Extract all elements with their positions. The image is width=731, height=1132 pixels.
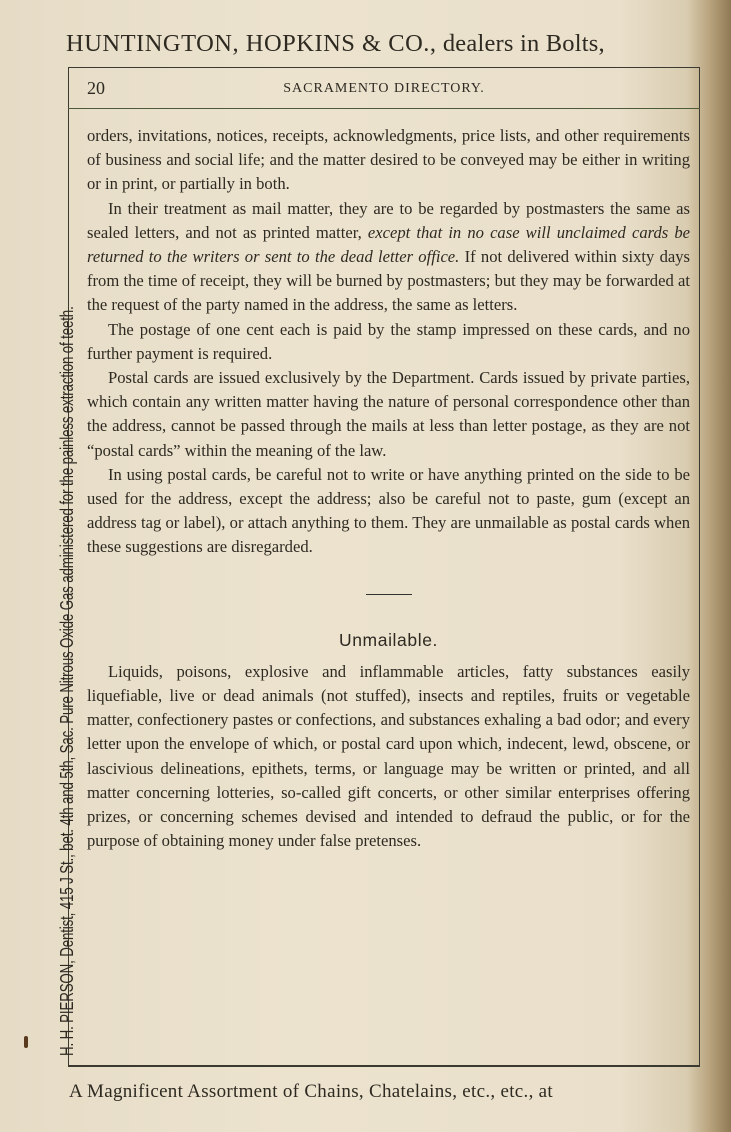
paragraph-text: If not delivered within sixty days from the time of receipt, they will be burned by postmasters; but they may be forwarded at the request of the party named in the address, the same as letters.	[87, 247, 690, 315]
italic-clause: except that in no case will unclaimed cards be returned to the writers or sent to the dead letter office.	[87, 222, 690, 267]
paragraph-unmailable: Liquids, poisons, explosive and inflammable articles, fatty substances easily liquefiable, live or dead animals (not stuffed), insects and reptiles, fruits or vegetable matter, confectionery pastes or confections, and substances exhaling a bad odor; and every letter upon the envelope of which, or postal card upon which, indecent, lewd, obscene, or lascivious delineations, epithets, terms, or language may be written or printed, and all matter concerning lotteries, so-called gift concerts, or other similar enterprises offering prizes, or concerning schemes devised and intended to defraud the public, or for the purpose of obtaining money under false pretenses.	[87, 661, 690, 851]
paragraph-continuation: orders, invitations, notices, receipts, acknowledgments, price lists, and other requirements of business and social life; and the matter desired to be conveyed may be either in writing or in print, or partially in both.	[87, 126, 690, 194]
paragraph-issued: Postal cards are issued exclusively by the Department. Cards issued by private parties, which contain any written matter having the nature of personal correspondence other than the address, cannot be passed through the mails at less than letter postage, as they are not “postal cards” within the meaning of the law.	[87, 368, 690, 460]
paragraph-postage: The postage of one cent each is paid by the stamp impressed on these cards, and no further payment is required.	[87, 319, 690, 363]
side-ad-text: H. H. PIERSON, Dentist, 415 J St., bet. 4th and 5th, Sac. Pure Nitrous Oxide Gas administered for the painless extraction of teeth.	[56, 306, 77, 1056]
top-ad-tagline: dealers in Bolts,	[436, 30, 605, 57]
top-ad-company: HUNTINGTON, HOPKINS & CO.,	[66, 30, 437, 57]
bottom-advertisement: A Magnificent Assortment of Chains, Chatelains, etc., etc., at	[69, 1081, 553, 1102]
top-advertisement	[66, 30, 706, 58]
page-number: 20	[87, 78, 105, 98]
ink-speck	[24, 1036, 28, 1048]
paragraph-text: In their treatment as mail matter, they are to be regarded by postmasters the same as sealed letters, and not as printed matter,	[87, 198, 690, 242]
page-body	[87, 124, 690, 853]
section-divider	[366, 594, 412, 595]
paragraph-treatment	[87, 197, 690, 318]
running-head	[68, 68, 700, 109]
side-advertisement	[56, 66, 78, 1056]
paragraph-using: In using postal cards, be careful not to write or have anything printed on the side to be used for the address, except the address; also be careful not to paste, gum (except an address tag or label), or attach anything to them. They are unmailable as postal cards when these suggestions are disregarded.	[87, 464, 690, 557]
directory-title: SACRAMENTO DIRECTORY.	[283, 81, 485, 96]
section-heading: Unmailable.	[338, 629, 438, 650]
